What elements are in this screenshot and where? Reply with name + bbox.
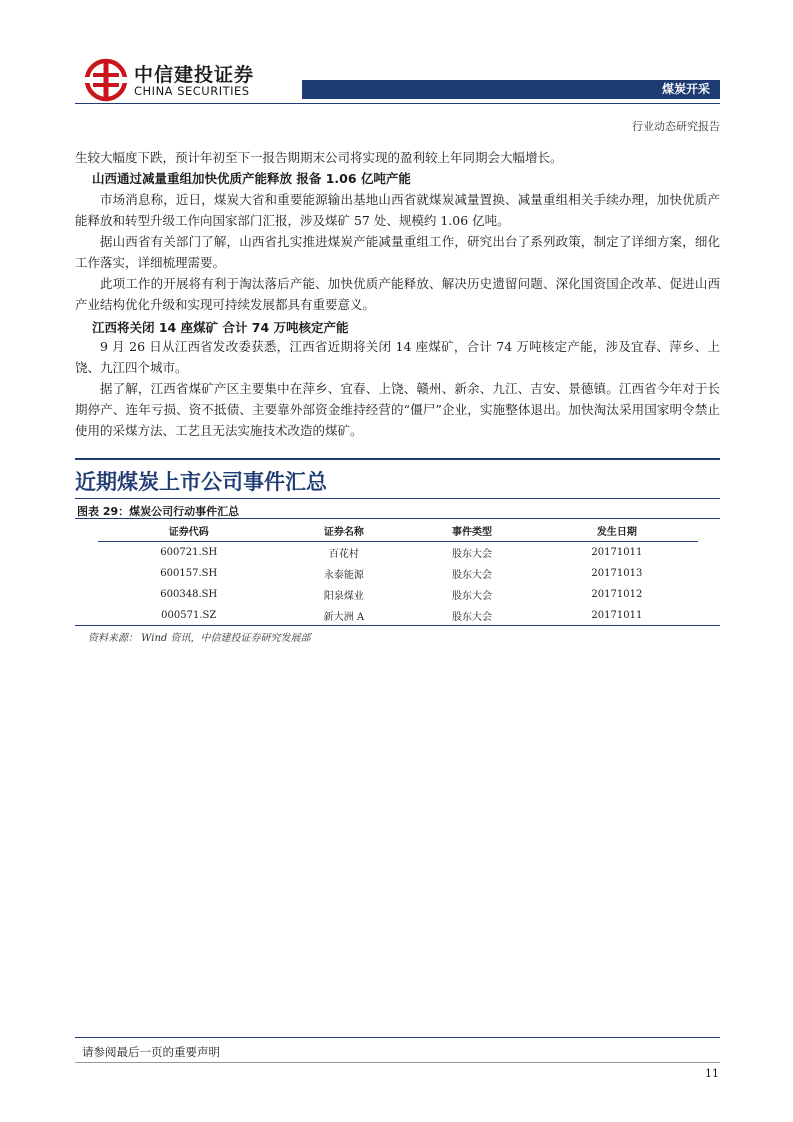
events-table [98, 520, 698, 626]
table-row [98, 542, 698, 564]
table-divider [75, 625, 720, 626]
cell-date: 20171011 [591, 547, 643, 558]
table-header-row [98, 520, 698, 542]
cell-event: 股东大会 [451, 612, 492, 623]
cell-date: 20171013 [591, 568, 643, 579]
section-title: 近期煤炭上市公司事件汇总 [75, 470, 327, 494]
page-number: 11 [705, 1067, 719, 1080]
cell-date: 20171011 [591, 610, 643, 621]
heading-jiangxi: 江西将关闭 14 座煤矿 合计 74 万吨核定产能 [92, 320, 349, 335]
figure-divider [75, 518, 720, 519]
paragraph-jiangxi-2: 据了解，江西省煤矿产区主要集中在萍乡、宜春、上饶、赣州、新余、九江、吉安、景德镇。江西省今年对于长期停产、连年亏损、资不抵债、主要靠外部资金维持经营的“僵尸”企业，实施整体退出。加快淘汰采用国家明令禁止使用的采煤方法、工艺且无法实施技术改造的煤矿。 [75, 381, 720, 438]
disclaimer-note: 请参阅最后一页的重要声明 [82, 1045, 220, 1059]
heading-shanxi: 山西通过减量重组加快优质产能释放 报备 1.06 亿吨产能 [92, 171, 411, 186]
section-tag: 煤炭开采 [661, 82, 710, 96]
table-row [98, 605, 698, 626]
report-type: 行业动态研究报告 [632, 120, 720, 133]
cell-name: 百花村 [328, 549, 359, 560]
cell-code: 600157.SH [160, 568, 218, 579]
table-row [98, 584, 698, 605]
paragraph-shanxi-2: 据山西省有关部门了解，山西省扎实推进煤炭产能减量重组工作，研究出台了系列政策，制定了详细方案，细化工作落实，详细梳理需要。 [75, 234, 720, 270]
col-header: 事件类型 [408, 520, 535, 542]
cell-event: 股东大会 [451, 591, 492, 602]
paragraph-jiangxi-1: 9 月 26 日从江西省发改委获悉，江西省近期将关闭 14 座煤矿，合计 74 万吨核定产能，涉及宜春、萍乡、上饶、九江四个城市。 [75, 339, 720, 375]
cell-name: 阳泉煤业 [323, 591, 364, 602]
cell-code: 600721.SH [160, 547, 218, 558]
brand-name-cn: 中信建投证券 [134, 64, 255, 86]
cell-code: 600348.SH [160, 589, 218, 600]
source-note: 资料来源： Wind 资讯，中信建投证券研究发展部 [88, 633, 311, 644]
brand-name-en: CHINA SECURITIES [134, 84, 250, 98]
cell-name: 新大洲 A [323, 612, 365, 623]
col-header: 证券代码 [98, 520, 279, 542]
header-divider [75, 103, 720, 104]
paragraph-shanxi-1: 市场消息称，近日，煤炭大省和重要能源输出基地山西省就煤炭减量置换、减量重组相关手续办理，加快优质产能释放和转型升级工作向国家部门汇报，涉及煤矿 57 处、规模约 1.06 亿吨。 [75, 192, 720, 228]
paragraph-continued: 生较大幅度下跌，预计年初至下一报告期期末公司将实现的盈利较上年同期会大幅增长。 [75, 150, 563, 165]
col-header: 证券名称 [279, 520, 408, 542]
section-divider-bottom [75, 498, 720, 499]
table-row [98, 563, 698, 584]
cell-code: 000571.SZ [161, 610, 217, 621]
footer-divider-2 [75, 1062, 720, 1063]
paragraph-shanxi-3: 此项工作的开展将有利于淘汰落后产能、加快优质产能释放、解决历史遗留问题、深化国资国企改革、促进山西产业结构优化升级和实现可持续发展都具有重要意义。 [75, 276, 720, 312]
cell-event: 股东大会 [451, 549, 492, 560]
section-divider-top [75, 458, 720, 460]
figure-caption: 图表 29：煤炭公司行动事件汇总 [77, 505, 240, 518]
footer-divider [75, 1037, 720, 1038]
cell-name: 永泰能源 [323, 570, 364, 581]
cell-date: 20171012 [591, 589, 643, 600]
cell-event: 股东大会 [451, 570, 492, 581]
col-header: 发生日期 [536, 520, 698, 542]
header-bar [302, 80, 720, 99]
china-securities-logo-icon [84, 58, 128, 102]
